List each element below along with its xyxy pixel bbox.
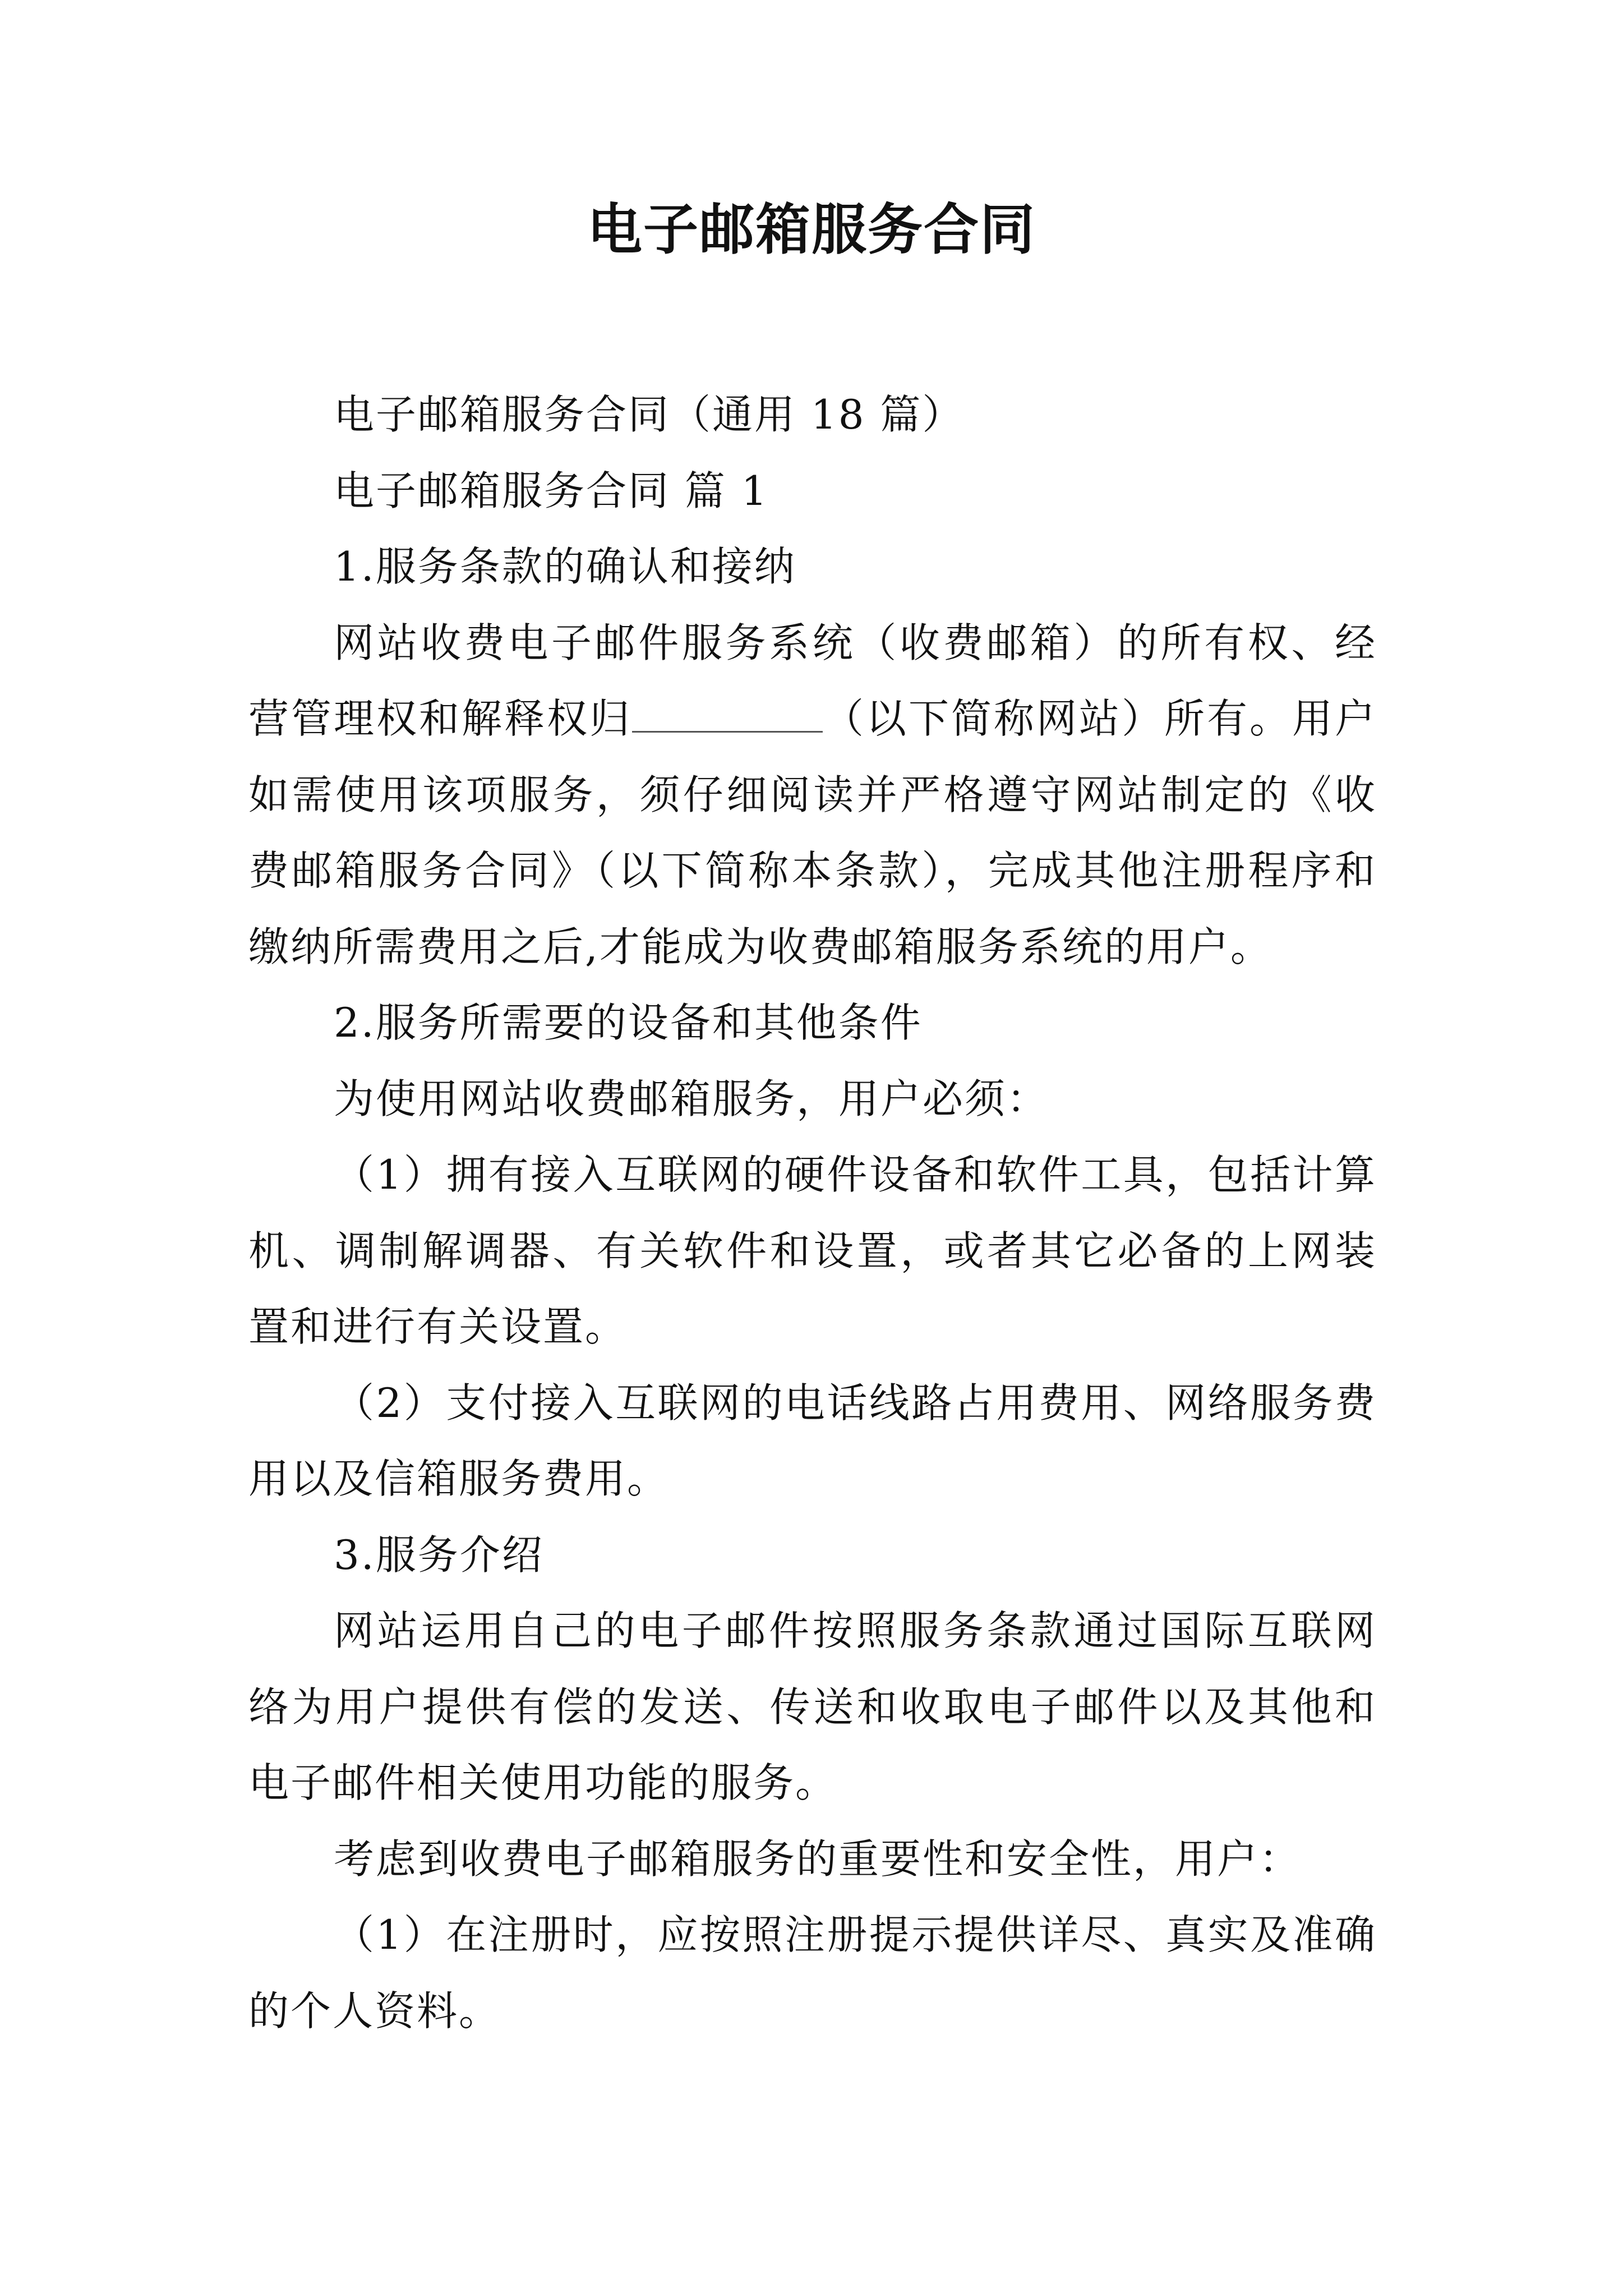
document-title: 电子邮箱服务合同	[587, 198, 1036, 262]
paragraph-ownership-end: （以下简称网站）所有。用户如需使用该项服务，须仔细阅读并严格遵守网站制定的《收费邮箱服务合同》（以下简称本条款），完成其他注册程序和缴纳所需费用之后,才能成为收费邮箱服务系统的用户。	[248, 695, 1377, 970]
fill-in-blank	[632, 697, 823, 733]
document-body	[248, 377, 1377, 2049]
paragraph-ownership	[248, 605, 1377, 986]
paragraph-service-intro: 网站运用自己的电子邮件按照服务条款通过国际互联网络为用户提供有偿的发送、传送和收取电子邮件以及其他和电子邮件相关使用功能的服务。	[248, 1607, 1377, 1806]
section-heading-1: 1.服务条款的确认和接纳	[334, 543, 796, 590]
paragraph-user-duties-intro: 考虑到收费电子邮箱服务的重要性和安全性，用户：	[334, 1835, 1302, 1883]
paragraph-requirements-intro: 为使用网站收费邮箱服务，用户必须：	[334, 1075, 1049, 1122]
section-heading-2: 2.服务所需要的设备和其他条件	[334, 999, 923, 1046]
paragraph-contract-collection: 电子邮箱服务合同（通用 18 篇）	[334, 391, 965, 438]
paragraph-requirement-1: （1）拥有接入互联网的硬件设备和软件工具，包括计算机、调制解调器、有关软件和设置，或者其它必备的上网装置和进行有关设置。	[248, 1151, 1377, 1350]
section-heading-3: 3.服务介绍	[334, 1531, 544, 1579]
paragraph-user-duty-1: （1）在注册时，应按照注册提示提供详尽、真实及准确的个人资料。	[248, 1911, 1377, 2035]
paragraph-requirement-2: （2）支付接入互联网的电话线路占用费用、网络服务费用以及信箱服务费用。	[248, 1379, 1377, 1502]
paragraph-ownership-start: 网站收费电子邮件服务系统（收费邮箱）的所有权、经营管理权和解释权归	[248, 619, 1377, 742]
paragraph-part-heading: 电子邮箱服务合同 篇 1	[334, 467, 769, 514]
